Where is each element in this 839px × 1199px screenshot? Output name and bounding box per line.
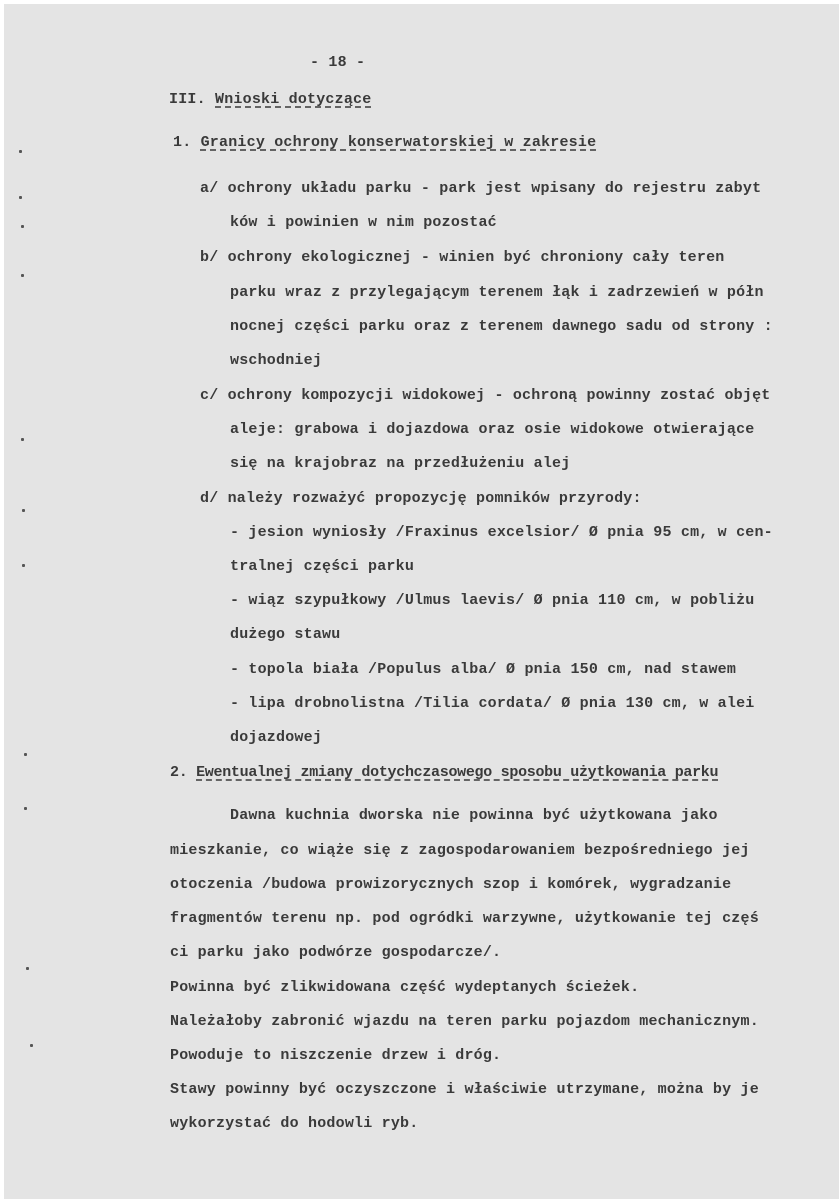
monument-list-line: dojazdowej: [230, 729, 323, 746]
paragraph-line: mieszkanie, co wiąże się z zagospodarowaniem bezpośredniego jej: [170, 842, 750, 859]
point-c-line: się na krajobraz na przedłużeniu alej: [230, 455, 571, 472]
item-2-title: Ewentualnej zmiany dotychczasowego sposobu użytkowania parku: [196, 764, 719, 781]
monument-list-line: - topola biała /Populus alba/ Ø pnia 150 cm, nad stawem: [230, 661, 737, 678]
monument-list-line: - jesion wyniosły /Fraxinus excelsior/ Ø pnia 95 cm, w cen-: [230, 524, 773, 541]
item-1-title: Granicy ochrony konserwatorskiej w zakresie: [200, 134, 597, 151]
section-heading: [169, 91, 371, 108]
item-2-number: 2.: [170, 764, 188, 781]
item-1-number: 1.: [173, 134, 192, 151]
point-d-line: d/ należy rozważyć propozycję pomników przyrody:: [200, 490, 642, 507]
monument-list-line: tralnej części parku: [230, 558, 415, 575]
section-numeral: III.: [169, 91, 206, 108]
scan-speck: [21, 274, 24, 277]
point-b-line: nocnej części parku oraz z terenem dawnego sadu od strony :: [230, 318, 773, 335]
scan-speck: [24, 807, 27, 810]
point-a-line: a/ ochrony układu parku - park jest wpisany do rejestru zabyt: [200, 180, 762, 197]
paragraph-line: Powinna być zlikwidowana część wydeptanych ścieżek.: [170, 979, 640, 996]
monument-list-line: dużego stawu: [230, 626, 341, 643]
scan-speck: [19, 150, 22, 153]
paragraph-line: Dawna kuchnia dworska nie powinna być użytkowana jako: [230, 807, 718, 824]
item-2-heading: [170, 764, 718, 781]
paragraph-line: wykorzystać do hodowli ryb.: [170, 1115, 419, 1132]
point-b-line: wschodniej: [230, 352, 323, 369]
item-1-heading: [173, 134, 596, 151]
scan-speck: [21, 438, 24, 441]
paragraph-line: otoczenia /budowa prowizorycznych szop i komórek, wygradzanie: [170, 876, 732, 893]
point-c-line: aleje: grabowa i dojazdowa oraz osie widokowe otwierające: [230, 421, 755, 438]
scan-speck: [24, 753, 27, 756]
scan-speck: [21, 225, 24, 228]
section-title: Wnioski dotyczące: [215, 91, 372, 108]
monument-list-line: - wiąz szypułkowy /Ulmus laevis/ Ø pnia 110 cm, w pobliżu: [230, 592, 755, 609]
paragraph-line: Stawy powinny być oczyszczone i właściwie utrzymane, można by je: [170, 1081, 759, 1098]
scan-speck: [30, 1044, 33, 1047]
paragraph-line: ci parku jako podwórze gospodarcze/.: [170, 944, 502, 961]
paragraph-line: Powoduje to niszczenie drzew i dróg.: [170, 1047, 502, 1064]
point-a-line: ków i powinien w nim pozostać: [230, 214, 497, 231]
document-page: [4, 4, 839, 1199]
point-b-line: parku wraz z przylegającym terenem łąk i zadrzewień w półn: [230, 284, 764, 301]
paragraph-line: fragmentów terenu np. pod ogródki warzywne, użytkowanie tej częś: [170, 910, 759, 927]
scan-speck: [26, 967, 29, 970]
scan-speck: [22, 509, 25, 512]
scan-speck: [22, 564, 25, 567]
paragraph-line: Należałoby zabronić wjazdu na teren parku pojazdom mechanicznym.: [170, 1013, 759, 1030]
monument-list-line: - lipa drobnolistna /Tilia cordata/ Ø pnia 130 cm, w alei: [230, 695, 755, 712]
point-b-line: b/ ochrony ekologicznej - winien być chroniony cały teren: [200, 249, 725, 266]
scan-speck: [19, 196, 22, 199]
point-c-line: c/ ochrony kompozycji widokowej - ochroną powinny zostać objęt: [200, 387, 771, 404]
page-number: - 18 -: [310, 54, 366, 71]
